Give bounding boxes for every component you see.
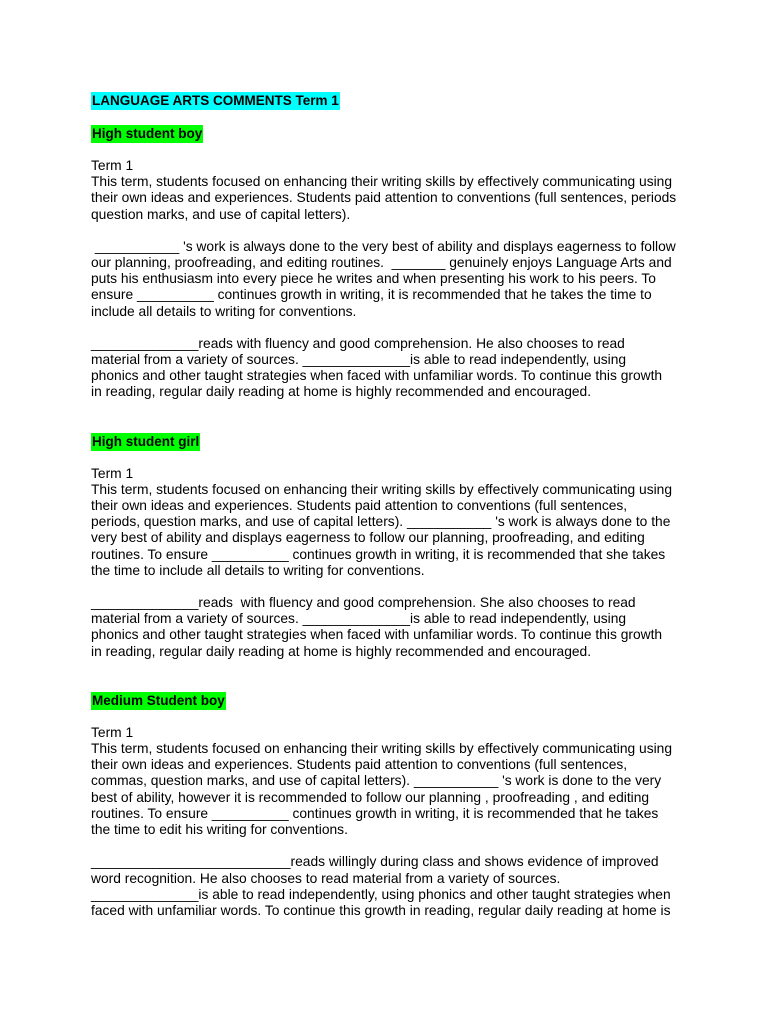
- paragraph: ___________ 's work is always done to the very best of ability and displays eagerness to follow our planning, proofreading, and editing routines. _______ genuinely enjoys Language Arts and puts his enthusiasm into every piece he writes and when presenting his work to his peers. To ensure __________ continues growth in writing, it is recommended that he takes the time to include all details to writing for conventions.: [91, 238, 676, 319]
- section-high-student-girl: [91, 433, 691, 660]
- paragraph: ______________reads with fluency and good comprehension. She also chooses to read material from a variety of sources. ______________is able to read independently, using phonics and other taught strategies when faced with unfamiliar words. To continue this growth in reading, regular daily reading at home is highly recommended and encouraged.: [91, 595, 663, 659]
- section-heading: High student boy: [92, 126, 203, 141]
- paragraph: Term 1 This term, students focused on enhancing their writing skills by effectively communicating using their own ideas and experiences. Students paid attention to conventions (full sentences, commas, question marks, and use of capital letters). ___________ 's work is done to the very best of ability, however it is recommended to follow our planning , proofreading , and editing routines. To ensure __________ continues growth in writing, it is recommended that he takes the time to edit his writing for conventions.: [91, 724, 673, 838]
- section-heading: Medium Student boy: [92, 692, 225, 708]
- section-heading: High student girl: [92, 433, 200, 449]
- document-title: LANGUAGE ARTS COMMENTS Term 1: [92, 93, 339, 108]
- paragraph: Term 1 This term, students focused on enhancing their writing skills by effectively communicating using their own ideas and experiences. Students paid attention to conventions (full sentences, periods question marks, and use of capital letters).: [91, 158, 677, 222]
- document-page: [91, 92, 691, 919]
- paragraph: Term 1 This term, students focused on enhancing their writing skills by effectively communicating using their own ideas and experiences. Students paid attention to conventions (full sentences, periods, question marks, and use of capital letters). ___________ 's work is always done to the very best of ability and displays eagerness to follow our planning, proofreading, and editing routines. To ensure __________ continues growth in writing, it is recommended that she takes the time to include all details to writing for conventions.: [91, 465, 673, 578]
- paragraph: ______________reads with fluency and good comprehension. He also chooses to read material from a variety of sources. ______________is able to read independently, using phonics and other taught strategies when faced with unfamiliar words. To continue this growth in reading, regular daily reading at home is highly recommended and encouraged.: [91, 335, 663, 400]
- section-medium-student-boy: [91, 692, 691, 919]
- section-high-student-boy: [91, 125, 691, 401]
- paragraph: __________________________reads willingly during class and shows evidence of improved word recognition. He also chooses to read material from a variety of sources. ______________is able to read independently, using phonics and other taught strategies when faced with unfamiliar words. To continue this growth in reading, regular daily reading at home is: [91, 854, 671, 918]
